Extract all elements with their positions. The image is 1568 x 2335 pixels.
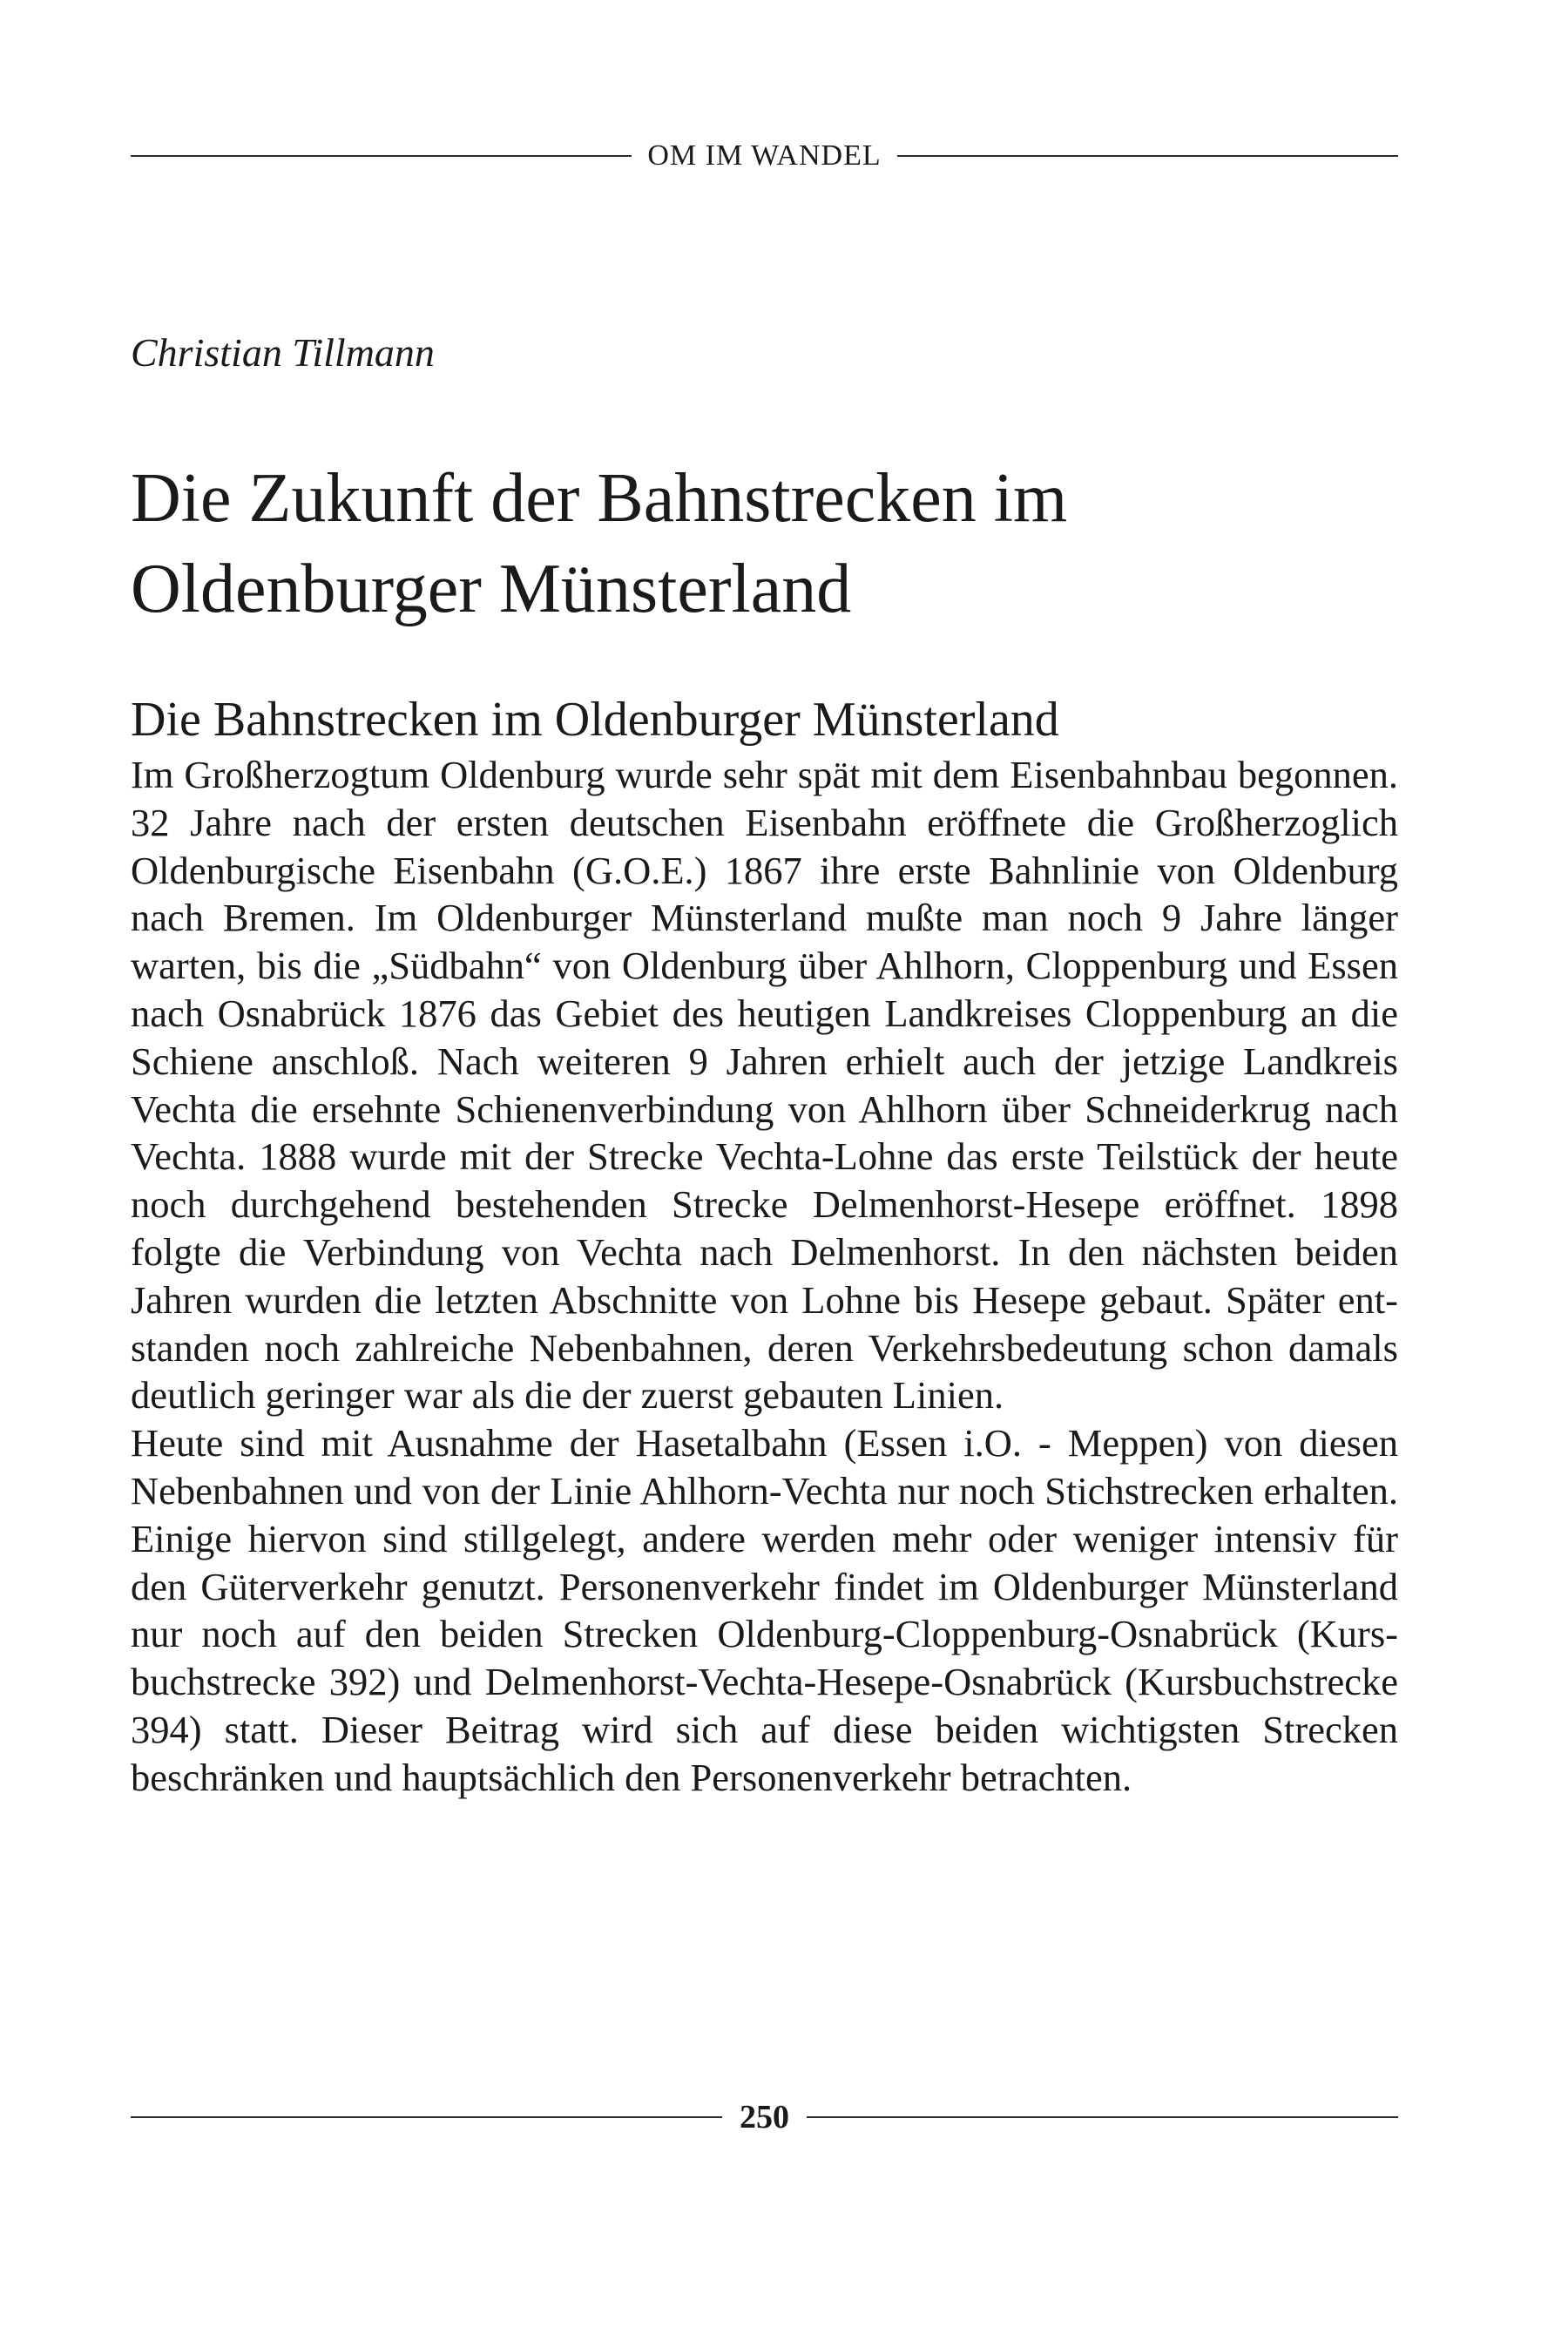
article-body	[131, 688, 1398, 1802]
running-header	[131, 139, 1398, 173]
footer-rule-left	[131, 2116, 722, 2118]
body-paragraph-2: Heute sind mit Ausnahme der Hasetalbahn (Essen i.O. - Meppen) von diesen Nebenbahnen und von der Linie Ahlhorn-Vechta nur noch Stichstrecken erhalten. Einige hiervon sind stillgelegt, andere werden mehr oder weniger intensiv für den Güterverkehr genutzt. Personenverkehr findet im Oldenburger Münsterland nur noch auf den beiden Strecken Oldenburg-Cloppenburg-Osnabrück (Kursbuchstrecke 392) und Delmenhorst-Vechta-Hesepe-Osnabrück (Kursbuchstrecke 394) statt. Dieser Beitrag wird sich auf diese beiden wichtigsten Strecken beschränken und hauptsächlich den Personenverkehr betrachten.	[131, 1421, 1398, 1799]
author-name: Christian Tillmann	[131, 330, 435, 375]
footer-rule-right	[807, 2116, 1398, 2118]
page-footer	[131, 2098, 1398, 2136]
page-number: 250	[740, 2099, 789, 2135]
title-line-2: Oldenburger Münsterland	[131, 551, 852, 627]
header-rule-left	[131, 155, 632, 157]
title-line-1: Die Zukunft der Bahnstrecken im	[131, 460, 1068, 537]
header-rule-right	[897, 155, 1398, 157]
running-head-title: OM IM WANDEL	[647, 139, 882, 172]
article-title	[131, 453, 1398, 634]
section-heading: Die Bahnstrecken im Oldenburger Münsterland	[131, 693, 1059, 747]
body-paragraph-1: Im Großherzogtum Oldenburg wurde sehr spät mit dem Eisenbahnbau begonnen. 32 Jahre nach der ersten deutschen Eisenbahn eröffnete die Großherzoglich Oldenburgische Eisenbahn (G.O.E.) 1867 ihre erste Bahnlinie von Oldenburg nach Bremen. Im Oldenburger Münsterland mußte man noch 9 Jahre länger warten, bis die „Südbahn“ von Oldenburg über Ahlhorn, Cloppenburg und Essen nach Osnabrück 1876 das Gebiet des heutigen Landkreises Cloppenburg an die Schiene anschloß. Nach weiteren 9 Jahren erhielt auch der jetzige Landkreis Vechta die ersehnte Schienenverbindung von Ahlhorn über Schneiderkrug nach Vechta. 1888 wurde mit der Strecke Vechta-Lohne das erste Teilstück der heute noch durchgehend bestehenden Strecke Delmenhorst-Hesepe eröffnet. 1898 folgte die Verbindung von Vechta nach Delmenhorst. In den nächsten beiden Jahren wurden die letzten Abschnitte von Lohne bis Hesepe gebaut. Später entstanden noch zahlreiche Nebenbahnen, deren Verkehrsbedeutung schon damals deutlich geringer war als die der zuerst gebauten Linien.	[131, 753, 1398, 1418]
